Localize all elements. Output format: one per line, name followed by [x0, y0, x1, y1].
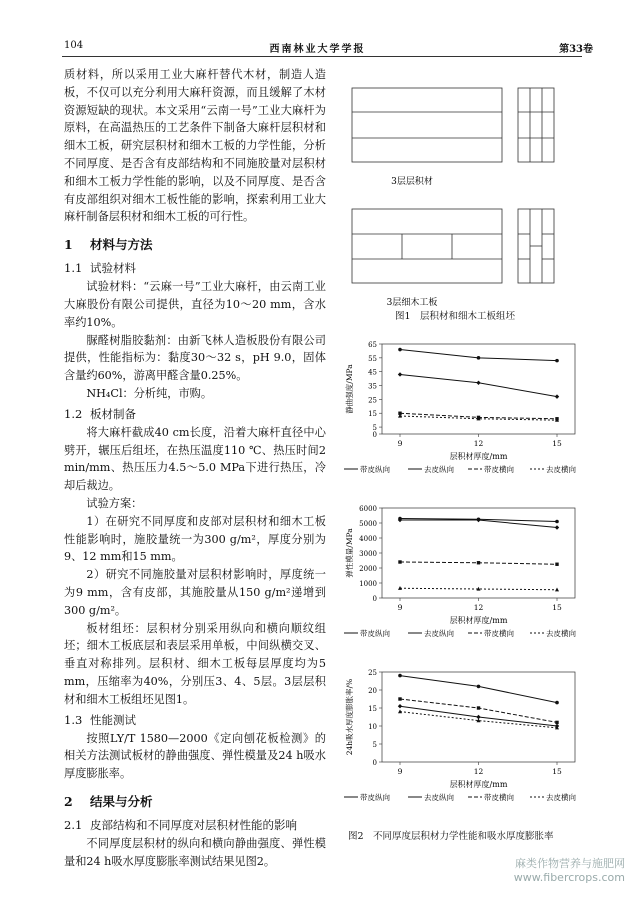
figure-1-label-a: 3层层积材 [391, 177, 433, 187]
data-point [555, 588, 559, 592]
legend-entry: 带皮横向 [484, 793, 514, 802]
legend-entry: 去皮横向 [546, 629, 576, 638]
figure-1-diagram [340, 66, 615, 316]
y-tick-label: 25 [368, 669, 377, 677]
y-tick-label: 0 [372, 759, 377, 767]
x-tick-label: 15 [552, 603, 562, 612]
y-tick-label: 5 [372, 424, 377, 433]
x-tick-label: 12 [473, 603, 484, 612]
legend-entry: 带皮横向 [484, 465, 514, 474]
x-tick-label: 9 [397, 603, 403, 612]
legend-entry: 带皮横向 [484, 629, 514, 638]
legend-entry: 带皮纵向 [360, 629, 390, 638]
y-tick-label: 55 [368, 354, 377, 363]
y-tick-label: 5 [372, 741, 377, 749]
figure-2 [340, 334, 615, 842]
series-line [400, 676, 557, 703]
x-tick-label: 15 [552, 439, 562, 448]
y-tick-label: 1000 [359, 580, 377, 588]
volume-label: 第33卷 [559, 44, 593, 55]
data-point [555, 721, 558, 724]
paragraph: 脲醛树脂胶黏剂：由新飞林人造板股份有限公司提供，性能指标为：黏度30～32 s，pH 9.0，固体含量约60%，游离甲醛含量0.25%。 [64, 333, 326, 383]
figure-2-caption: 图2 不同厚度层积材力学性能和吸水厚度膨胀率 [348, 831, 554, 842]
x-axis-label: 层积材厚度/mm [449, 616, 508, 625]
left-column [64, 66, 326, 870]
page-number: 104 [64, 40, 84, 51]
legend-entry: 去皮横向 [546, 465, 576, 474]
data-point [477, 685, 481, 689]
y-tick-label: 3000 [359, 550, 377, 558]
data-point [555, 359, 559, 363]
x-tick-label: 9 [397, 439, 403, 448]
y-tick-label: 10 [368, 723, 377, 731]
chart-elastic-modulus [340, 498, 595, 658]
data-point [555, 394, 559, 398]
y-tick-label: 2000 [359, 565, 377, 573]
data-point [477, 356, 481, 360]
section-1-heading: 1 材料与方法 [64, 237, 153, 253]
y-tick-label: 0 [372, 595, 377, 603]
paragraph: NH₄Cl：分析纯，市购。 [86, 386, 213, 400]
section-2-heading: 2 结果与分析 [64, 793, 153, 809]
section-1-1-heading: 1.1 试验材料 [64, 261, 136, 276]
y-tick-label: 5000 [359, 520, 377, 528]
data-point [398, 372, 402, 376]
data-point [477, 561, 480, 564]
legend-entry: 去皮横向 [546, 793, 576, 802]
data-point [555, 701, 559, 705]
y-tick-label: 25 [368, 396, 377, 405]
paragraph: 板材组坯：层积材分别采用纵向和横向顺纹组坯；细木工板底层和表层采用单板，中间纵横交叉、垂直对称排列。层积材、细木工板每层厚度均为5 mm，压缩率为40%，分别压3、4、5层。3层层积材和细木工板组坯见图1。 [64, 621, 326, 706]
legend-entry: 去皮纵向 [424, 465, 454, 474]
data-point [555, 525, 559, 529]
paragraph: 1）在研究不同厚度和皮部对层积材和细木工板性能影响时，施胶量统一为300 g/m²，厚度分别为9、12 mm和15 mm。 [64, 514, 326, 564]
journal-title: 西南林业大学学报 [269, 44, 366, 55]
section-1-2-heading: 1.2 板材制备 [64, 406, 136, 421]
y-tick-label: 15 [368, 410, 377, 419]
header-rule [62, 56, 582, 57]
chart-swelling-rate [340, 662, 595, 822]
series-line [400, 374, 557, 396]
legend-entry: 带皮纵向 [360, 793, 390, 802]
y-tick-label: 4000 [359, 535, 377, 543]
y-tick-label: 20 [368, 687, 377, 695]
paragraph: 按照LY/T 1580—2000《定向刨花板检测》的相关方法测试板材的静曲强度、弹性模量及24 h吸水厚度膨胀率。 [64, 731, 326, 781]
y-axis-label: 静曲强度/MPa [345, 364, 354, 414]
x-axis-label: 层积材厚度/mm [449, 780, 508, 789]
y-tick-label: 6000 [359, 505, 377, 513]
paragraph: 试验方案： [86, 496, 143, 510]
x-tick-label: 12 [473, 767, 484, 776]
data-point [398, 697, 401, 700]
paragraph: 2）研究不同施胶量对层积材影响时，厚度统一为9 mm，含有皮部，其施胶量从150 g/m²递增到300 g/m²。 [64, 568, 326, 617]
running-header [0, 40, 635, 54]
data-point [398, 348, 402, 352]
y-tick-label: 35 [368, 382, 377, 391]
paragraph: 试验材料：“云麻一号”工业大麻杆，由云南工业大麻股份有限公司提供，直径为10～20 mm，含水率约10%。 [64, 280, 326, 329]
y-tick-label: 15 [368, 705, 377, 713]
x-axis-label: 层积材厚度/mm [449, 452, 508, 461]
data-point [398, 560, 401, 563]
chart-bending-strength [340, 334, 595, 494]
y-tick-label: 0 [372, 431, 377, 439]
legend-entry: 去皮纵向 [424, 629, 454, 638]
y-axis-label: 弹性模量/MPa [345, 528, 354, 578]
y-tick-label: 45 [368, 368, 377, 377]
y-tick-label: 65 [368, 341, 377, 349]
figure-1-label-b: 3层细木工板 [386, 298, 438, 308]
section-1-3-heading: 1.3 性能测试 [64, 712, 136, 727]
intro-paragraph: 质材料，所以采用工业大麻杆替代木材，制造人造板，不仅可以充分利用大麻秆资源，而且缓解了木材资源短缺的现状。本文采用“云南一号”工业大麻杆为原料，在高温热压的工艺条件下制备大麻杆层积材和细木工板，研究层积材和细木工板的力学性能，分析不同厚度、是否含有皮部结构和不同施胶量对层积材和细木工板力学性能的影响，以及不同厚度、是否含有皮部组织对细木工板性能的影响，探索利用工业大麻杆制备层积材和细木工板的可行性。 [64, 68, 326, 224]
data-point [398, 674, 402, 678]
data-point [476, 381, 480, 385]
x-tick-label: 9 [397, 767, 403, 776]
legend-entry: 去皮纵向 [424, 793, 454, 802]
right-column [340, 66, 615, 842]
paragraph: 将大麻杆截成40 cm长度，沿着大麻杆直径中心劈开，辗压后组坯，在热压温度110 ℃、热压时间2 min/mm、热压压力4.5～5.0 MPa下进行热压，冷却后裁边。 [64, 425, 326, 493]
legend-entry: 带皮纵向 [360, 465, 390, 474]
y-axis-label: 24h吸水厚度膨胀率/% [345, 678, 354, 756]
data-point [555, 563, 558, 566]
figure-1-caption: 图1 层积材和细木工板组坯 [394, 311, 516, 322]
x-tick-label: 12 [473, 439, 484, 448]
section-2-1-heading: 2.1 皮部结构和不同厚度对层积材性能的影响 [64, 817, 297, 832]
watermark: 麻类作物营养与施肥网 www.fibercrops.com [513, 857, 625, 884]
paragraph: 不同厚度层积材的纵向和横向静曲强度、弹性模量和24 h吸水厚度膨胀率测试结果见图2。 [64, 836, 326, 868]
x-tick-label: 15 [552, 767, 562, 776]
data-point [477, 706, 480, 709]
data-point [398, 704, 402, 708]
data-point [555, 520, 559, 524]
